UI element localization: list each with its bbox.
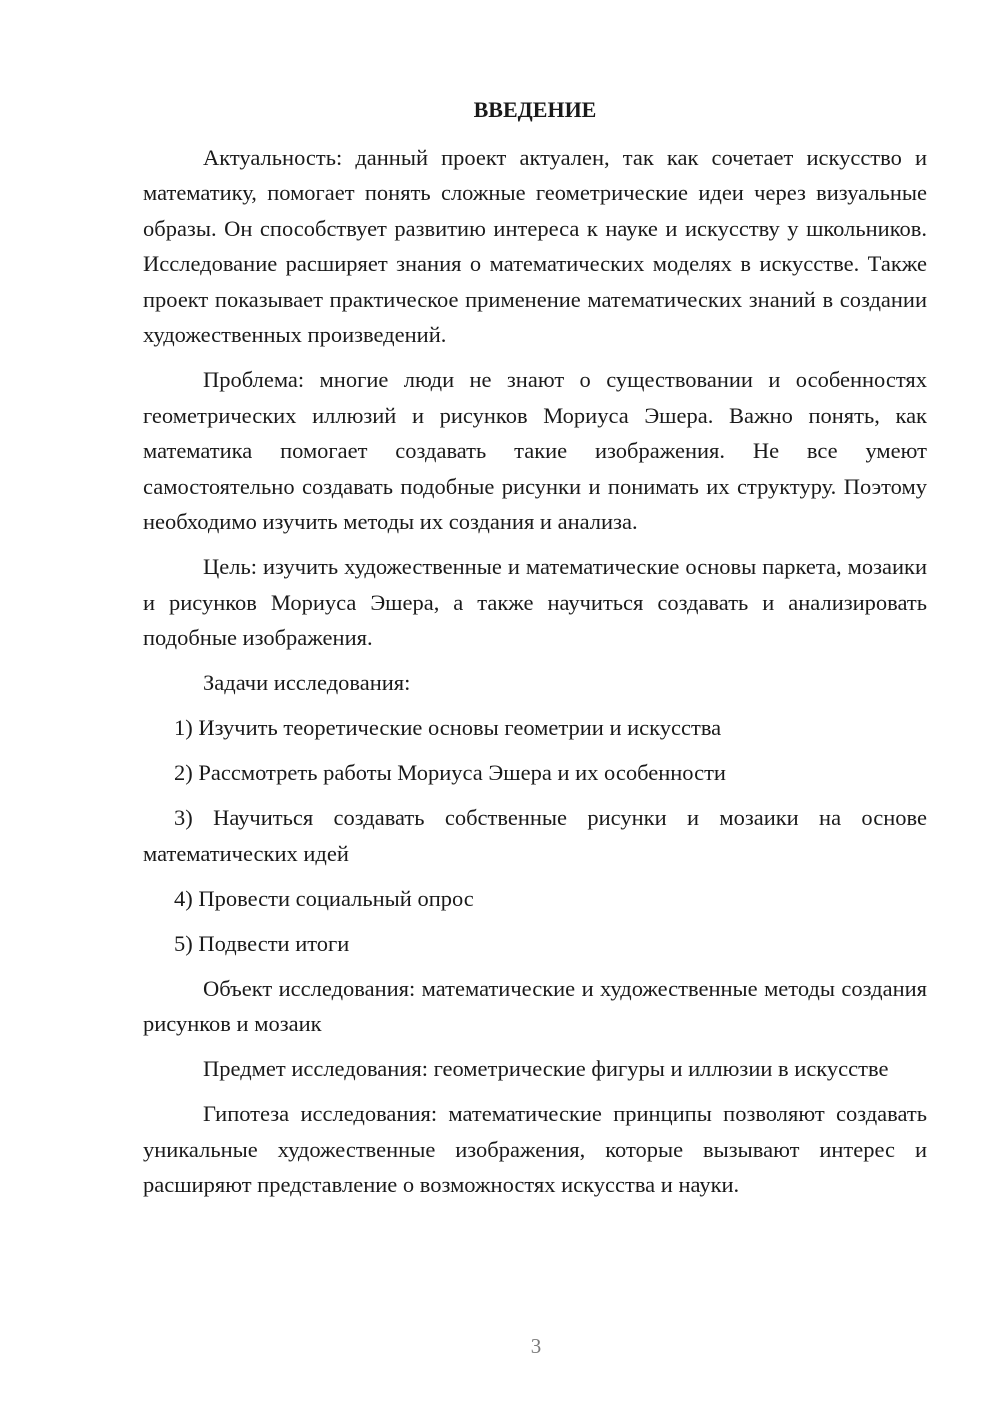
task-item: 2) Рассмотреть работы Мориуса Эшера и их особенности	[174, 760, 726, 785]
paragraph-problem: Проблема: многие люди не знают о существовании и особенностях геометрических иллюзий и рисунков Мориуса Эшера. Важно понять, как математика помогает создавать такие изображения. Не все умеют самостоятельно создавать подобные рисунки и понимать их структуру. Поэтому необходимо изучить методы их создания и анализа.	[143, 367, 927, 534]
tasks-heading: Задачи исследования:	[203, 670, 411, 695]
task-item: 4) Провести социальный опрос	[174, 885, 474, 911]
paragraph-relevance: Актуальность: данный проект актуален, так как сочетает искусство и математику, помогает понять сложные геометрические идеи через визуальные образы. Он способствует развитию интереса к науке и искусству у школьников. Исследование расширяет знания о математических моделях в искусстве. Также проект показывает практическое применение математических знаний в создании художественных произведений.	[143, 144, 927, 347]
paragraph-object: Объект исследования: математические и художественные методы создания рисунков и мозаик	[143, 975, 927, 1036]
page-number: 3	[530, 1334, 542, 1358]
task-item: 5) Подвести итоги	[174, 930, 350, 956]
document-body	[143, 92, 927, 1212]
paragraph-subject: Предмет исследования: геометрические фигуры и иллюзии в искусстве	[203, 1056, 889, 1081]
task-item: 3) Научиться создавать собственные рисунки и мозаики на основе математических идей	[143, 805, 927, 866]
section-title: ВВЕДЕНИЕ	[473, 97, 597, 122]
paragraph-hypothesis: Гипотеза исследования: математические принципы позволяют создавать уникальные художественные изображения, которые вызывают интерес и расширяют представление о возможностях искусства и науки.	[143, 1101, 927, 1197]
task-item: 1) Изучить теоретические основы геометрии и искусства	[174, 715, 722, 740]
paragraph-goal: Цель: изучить художественные и математические основы паркета, мозаики и рисунков Мориуса Эшера, а также научиться создавать и анализировать подобные изображения.	[143, 554, 927, 650]
